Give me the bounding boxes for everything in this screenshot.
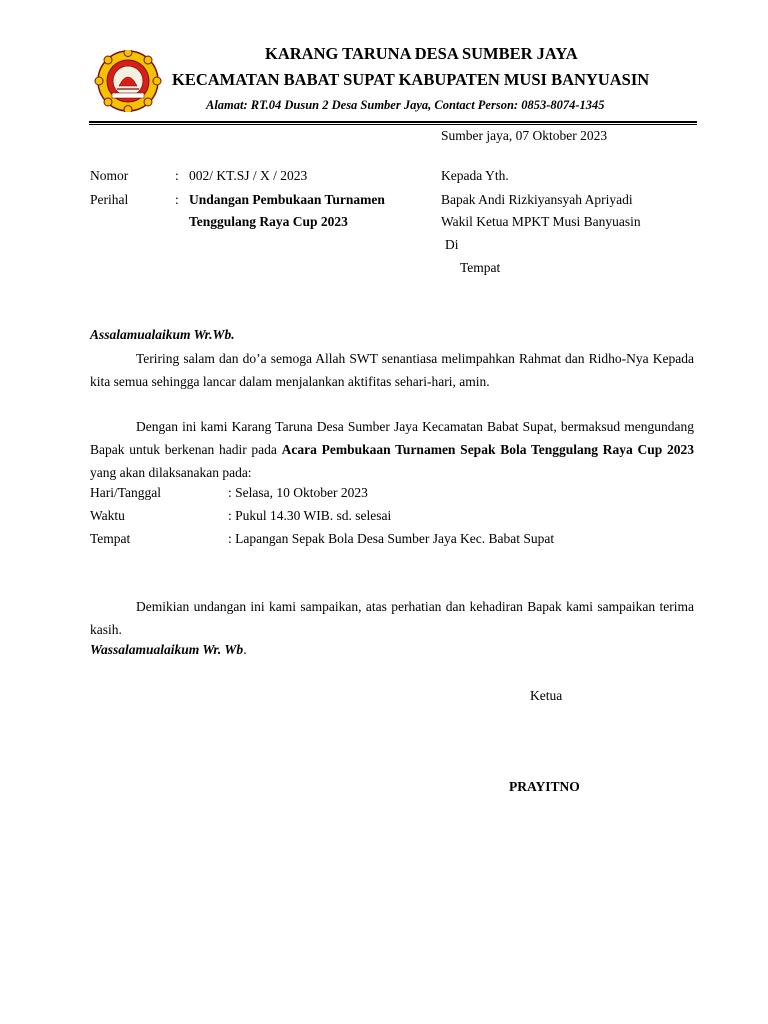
greeting: Assalamualaikum Wr.Wb. xyxy=(90,327,235,342)
recipient-position: Wakil Ketua MPKT Musi Banyuasin xyxy=(441,214,641,229)
recipient-line1: Kepada Yth. xyxy=(441,168,509,183)
recipient-name: Bapak Andi Rizkiyansyah Apriyadi xyxy=(441,192,633,207)
farewell-text: Wassalamualaikum Wr. Wb xyxy=(90,642,244,657)
perihal-line1: Undangan Pembukaan Turnamen xyxy=(189,192,385,207)
org-name: KARANG TARUNA DESA SUMBER JAYA xyxy=(265,44,578,63)
letterhead-divider-thin xyxy=(89,124,697,125)
signature-title: Ketua xyxy=(530,688,563,703)
detail-time-label: Waktu xyxy=(90,508,125,523)
invitation-text-start: Dengan ini kami Karang Taruna Desa Sumber Jaya Kecamatan Babat Supat, bermaksud mengundang Bapak untuk berkenan hadir pada xyxy=(90,419,694,457)
invitation-text-end: yang akan dilaksanakan pada: xyxy=(90,465,252,480)
farewell-dot: . xyxy=(243,642,247,657)
paragraph-closing: Demikian undangan ini kami sampaikan, atas perhatian dan kehadiran Bapak kami sampaikan terima kasih. xyxy=(90,599,694,637)
nomor-label: Nomor xyxy=(90,168,129,183)
paragraph-opening: Teriring salam dan do’a semoga Allah SWT senantiasa melimpahkan Rahmat dan Ridho-Nya Kepada kita semua sehingga lancar dalam menjalankan aktifitas sehari-hari, amin. xyxy=(90,351,694,389)
nomor-value: 002/ KT.SJ / X / 2023 xyxy=(189,168,308,183)
detail-date-value: : Selasa, 10 Oktober 2023 xyxy=(228,485,368,500)
detail-place-value: : Lapangan Sepak Bola Desa Sumber Jaya Kec. Babat Supat xyxy=(228,531,555,546)
perihal-line2: Tenggulang Raya Cup 2023 xyxy=(189,214,348,229)
recipient-place: Tempat xyxy=(460,260,501,275)
recipient-di: Di xyxy=(445,237,459,252)
organization-logo xyxy=(92,50,164,112)
detail-place-label: Tempat xyxy=(90,531,131,546)
nomor-colon: : xyxy=(175,168,179,183)
letterhead-divider xyxy=(89,121,697,123)
perihal-label: Perihal xyxy=(90,192,129,207)
detail-time-value: : Pukul 14.30 WIB. sd. selesai xyxy=(228,508,392,523)
perihal-colon: : xyxy=(175,192,179,207)
paragraph-invitation xyxy=(90,415,694,484)
date-line: Sumber jaya, 07 Oktober 2023 xyxy=(441,128,608,143)
district-name: KECAMATAN BABAT SUPAT KABUPATEN MUSI BANYUASIN xyxy=(172,70,650,89)
signature-name: PRAYITNO xyxy=(509,779,580,794)
farewell xyxy=(90,642,247,658)
org-address: Alamat: RT.04 Dusun 2 Desa Sumber Jaya, Contact Person: 0853-8074-1345 xyxy=(206,98,605,112)
detail-date-label: Hari/Tanggal xyxy=(90,485,162,500)
event-name: Acara Pembukaan Turnamen Sepak Bola Tenggulang Raya Cup 2023 xyxy=(281,442,694,457)
